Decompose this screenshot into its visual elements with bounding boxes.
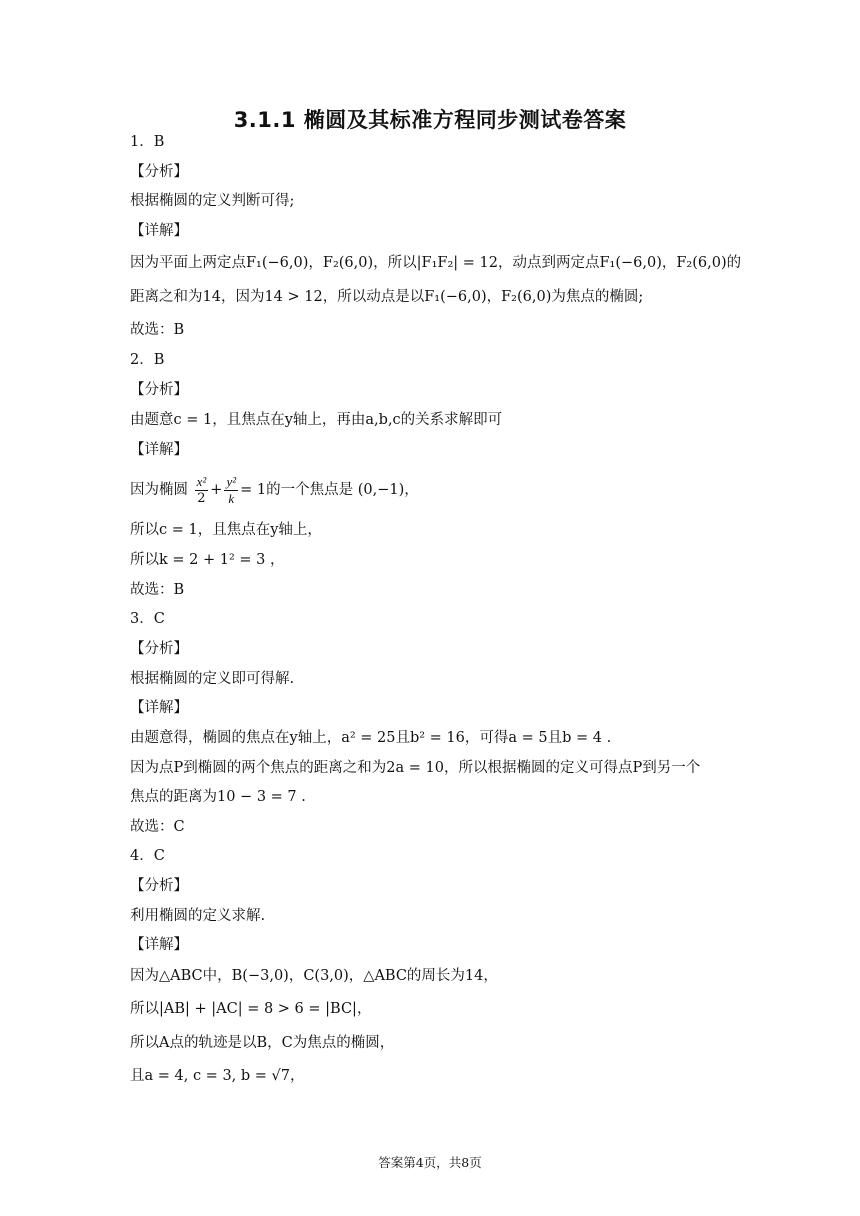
q4-detail-line-3: 所以A点的轨迹是以B，C为焦点的椭圆， — [130, 1035, 395, 1051]
q3-detail-label: 【详解】 — [130, 700, 188, 716]
page-footer: 答案第4页，共8页 — [378, 1155, 482, 1170]
fraction-denominator: k — [228, 490, 235, 506]
q2-number: 2．B — [130, 352, 165, 368]
q4-detail-line-1: 因为△ABC中，B(−3,0)，C(3,0)，△ABC的周长为14， — [130, 968, 498, 984]
fraction-x-squared — [195, 474, 209, 507]
q2-analysis-label: 【分析】 — [130, 382, 188, 398]
q2-detail-label: 【详解】 — [130, 442, 188, 458]
q4-analysis-label: 【分析】 — [130, 878, 188, 894]
q1-number: 1．B — [130, 134, 165, 150]
q1-detail-line-2: 距离之和为14，因为14 > 12，所以动点是以F₁(−6,0)，F₂(6,0)为焦点的椭圆; — [130, 289, 644, 305]
q3-analysis-label: 【分析】 — [130, 641, 188, 657]
q4-analysis-text: 利用椭圆的定义求解. — [130, 908, 266, 924]
q1-answer: 故选：B — [130, 322, 185, 338]
q2-answer: 故选：B — [130, 582, 185, 598]
q3-answer: 故选：C — [130, 819, 185, 835]
fraction-denominator: 2 — [197, 490, 206, 506]
q4-detail-label: 【详解】 — [130, 937, 188, 953]
q4-detail-line-4: 且a = 4, c = 3, b = √7， — [130, 1068, 305, 1084]
q3-detail-line-1: 由题意得，椭圆的焦点在y轴上，a² = 25且b² = 16，可得a = 5且b = 4 . — [130, 730, 612, 746]
fraction-numerator: x² — [196, 473, 207, 489]
q2-detail-line-1 — [130, 470, 419, 510]
q1-analysis-label: 【分析】 — [130, 164, 188, 180]
q3-number: 3．C — [130, 611, 165, 627]
q1-detail-label: 【详解】 — [130, 223, 188, 239]
q3-detail-line-3: 焦点的距离为10 − 3 = 7 . — [130, 789, 306, 805]
q2-analysis-text: 由题意c = 1，且焦点在y轴上，再由a,b,c的关系求解即可 — [130, 412, 503, 428]
plus-sign: + — [210, 482, 223, 498]
q2-detail-line-2: 所以c = 1，且焦点在y轴上， — [130, 522, 322, 538]
q3-analysis-text: 根据椭圆的定义即可得解. — [130, 671, 295, 687]
q1-detail-line-1: 因为平面上两定点F₁(−6,0)，F₂(6,0)，所以|F₁F₂| = 12，动点到两定点F₁(−6,0)，F₂(6,0)的 — [130, 255, 742, 271]
q2-detail-line-3: 所以k = 2 + 1² = 3 ， — [130, 552, 285, 568]
fraction-numerator: y² — [226, 473, 237, 489]
fraction-y-squared — [224, 474, 238, 507]
q1-analysis-text: 根据椭圆的定义判断可得; — [130, 193, 295, 209]
document-title: 3.1.1 椭圆及其标准方程同步测试卷答案 — [233, 108, 627, 132]
q2-detail-suffix: = 1的一个焦点是 (0,−1)， — [240, 482, 419, 498]
q2-detail-prefix: 因为椭圆 — [130, 482, 188, 498]
q4-detail-line-2: 所以|AB| + |AC| = 8 > 6 = |BC|， — [130, 1001, 372, 1017]
q4-number: 4．C — [130, 848, 165, 864]
q3-detail-line-2: 因为点P到椭圆的两个焦点的距离之和为2a = 10，所以根据椭圆的定义可得点P到另一个 — [130, 760, 701, 776]
